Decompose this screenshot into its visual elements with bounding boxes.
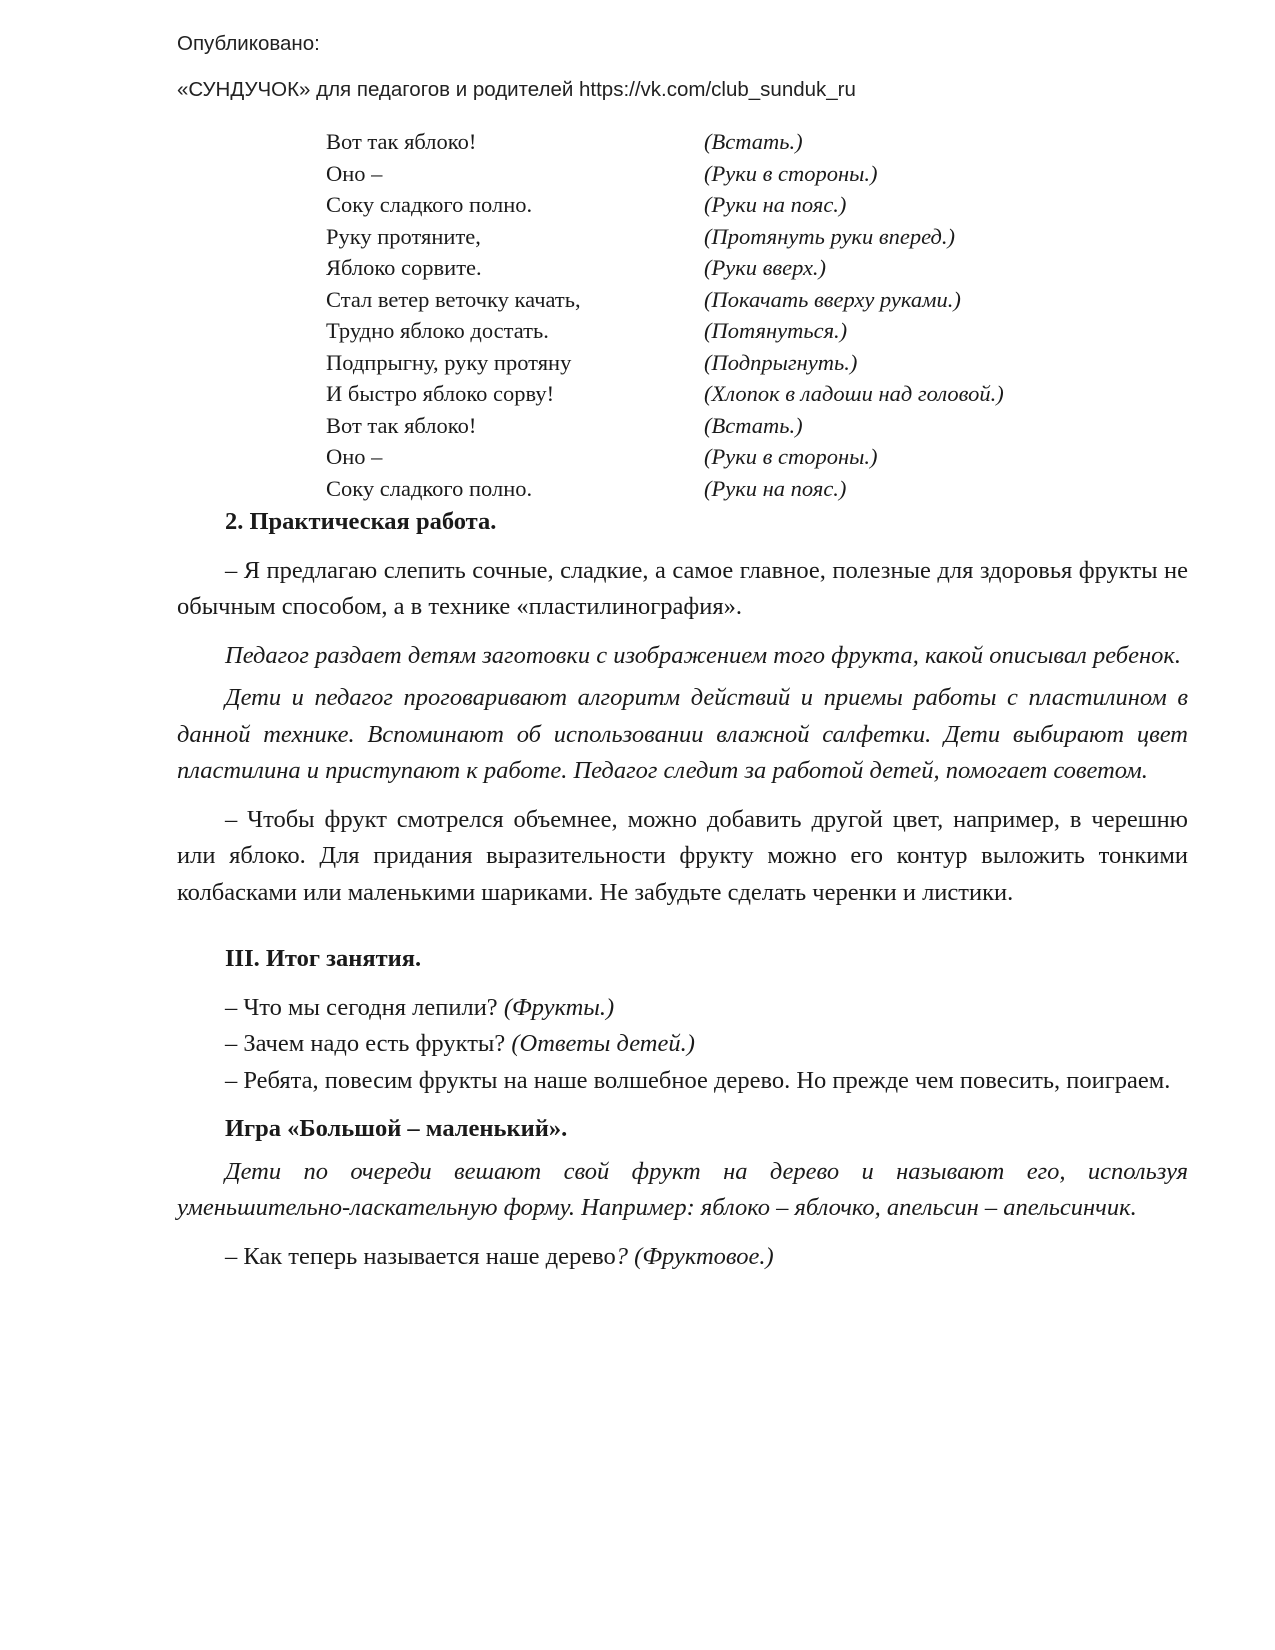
game-title: Игра «Большой – маленький». [225,1115,568,1142]
paragraph: – Я предлагаю слепить сочные, сладкие, а самое главное, полезные для здоровья фрукты не обычным способом, а в технике «пластилинография». [177,556,1188,620]
question-answer: (Ответы детей.) [511,1030,695,1057]
poem-row [326,284,1086,316]
poem-action: (Протянуть руки вперед.) [704,223,956,249]
question-text: – Что мы сегодня лепили? [225,993,498,1021]
lesson-body [177,504,1188,1275]
poem-action: (Руки на пояс.) [704,475,847,501]
question-text: – Как теперь называется наше дерево [225,1242,616,1270]
poem-verse: Стал ветер веточку качать, [326,286,581,312]
poem-action: (Встать.) [704,129,803,154]
poem-verse: Оно – [326,160,383,186]
poem-action: (Руки на пояс.) [704,192,847,217]
poem-verse: Яблоко сорвите. [326,255,482,280]
question-line [177,1239,1188,1276]
poem-action: (Руки в стороны.) [704,160,878,186]
poem-row [326,221,1086,253]
poem-row [326,473,1086,505]
paragraph-italic: Дети по очереди вешают свой фрукт на дерево и называют его, используя уменьшительно-ласкательную форму. Например: яблоко – яблочко, апельсин – апельсинчик. [177,1157,1188,1221]
question-answer: (Фрукты.) [503,993,615,1021]
paragraph-italic: Дети и педагог проговаривают алгоритм действий и приемы работы с пластилином в данной технике. Вспоминают об использовании влажной салфетки. Дети выбирают цвет пластилина и приступают к работе. Педагог следит за работой детей, помогает советом. [177,684,1188,784]
question-text: – Зачем надо есть фрукты? [225,1030,506,1057]
poem-row [326,252,1086,284]
question-line [177,990,1188,1027]
paragraph: – Чтобы фрукт смотрелся объемнее, можно добавить другой цвет, например, в черешню или яблоко. Для придания выразительности фрукту можно его контур выложить тонкими колбасками или маленькими шариками. Не забудьте сделать черенки и листики. [177,805,1188,906]
poem-verse: Трудно яблоко достать. [326,318,549,343]
poem-verse: Руку протяните, [326,223,481,249]
poem-action: (Встать.) [704,412,803,438]
published-label: Опубликовано: [177,32,320,55]
poem-row [326,410,1086,442]
publication-header [177,30,856,122]
poem-row [326,126,1086,158]
poem-action: (Подпрыгнуть.) [704,349,858,375]
poem-verse: И быстро яблоко сорву! [326,381,555,406]
section-3-title: III. Итог занятия. [225,945,422,972]
poem-action: (Хлопок в ладоши над головой.) [704,381,1004,406]
poem-verse: Вот так яблоко! [326,412,477,438]
poem-with-movements [326,126,1086,504]
poem-verse: Соку сладкого полно. [326,475,533,501]
poem-row [326,441,1086,473]
paragraph-italic: Педагог раздает детям заготовки с изображением того фрукта, какой описывал ребенок. [225,641,1181,669]
poem-row [326,158,1086,190]
poem-action: (Руки вверх.) [704,255,827,280]
poem-verse: Подпрыгну, руку протяну [326,349,572,375]
poem-action: (Покачать вверху руками.) [704,286,961,312]
poem-verse: Вот так яблоко! [326,129,477,154]
poem-row [326,315,1086,347]
question-line [177,1026,1188,1063]
section-2-title: 2. Практическая работа. [225,508,497,535]
paragraph: – Ребята, повесим фрукты на наше волшебное дерево. Но прежде чем повесить, поиграем. [225,1066,1171,1094]
question-answer: ? (Фруктовое.) [615,1242,774,1270]
poem-row [326,378,1086,410]
poem-row [326,189,1086,221]
poem-action: (Потянуться.) [704,318,848,343]
poem-verse: Оно – [326,444,383,469]
poem-verse: Соку сладкого полно. [326,192,533,217]
poem-row [326,347,1086,379]
poem-action: (Руки в стороны.) [704,444,878,469]
source-line: «СУНДУЧОК» для педагогов и родителей https://vk.com/club_sunduk_ru [177,78,856,101]
